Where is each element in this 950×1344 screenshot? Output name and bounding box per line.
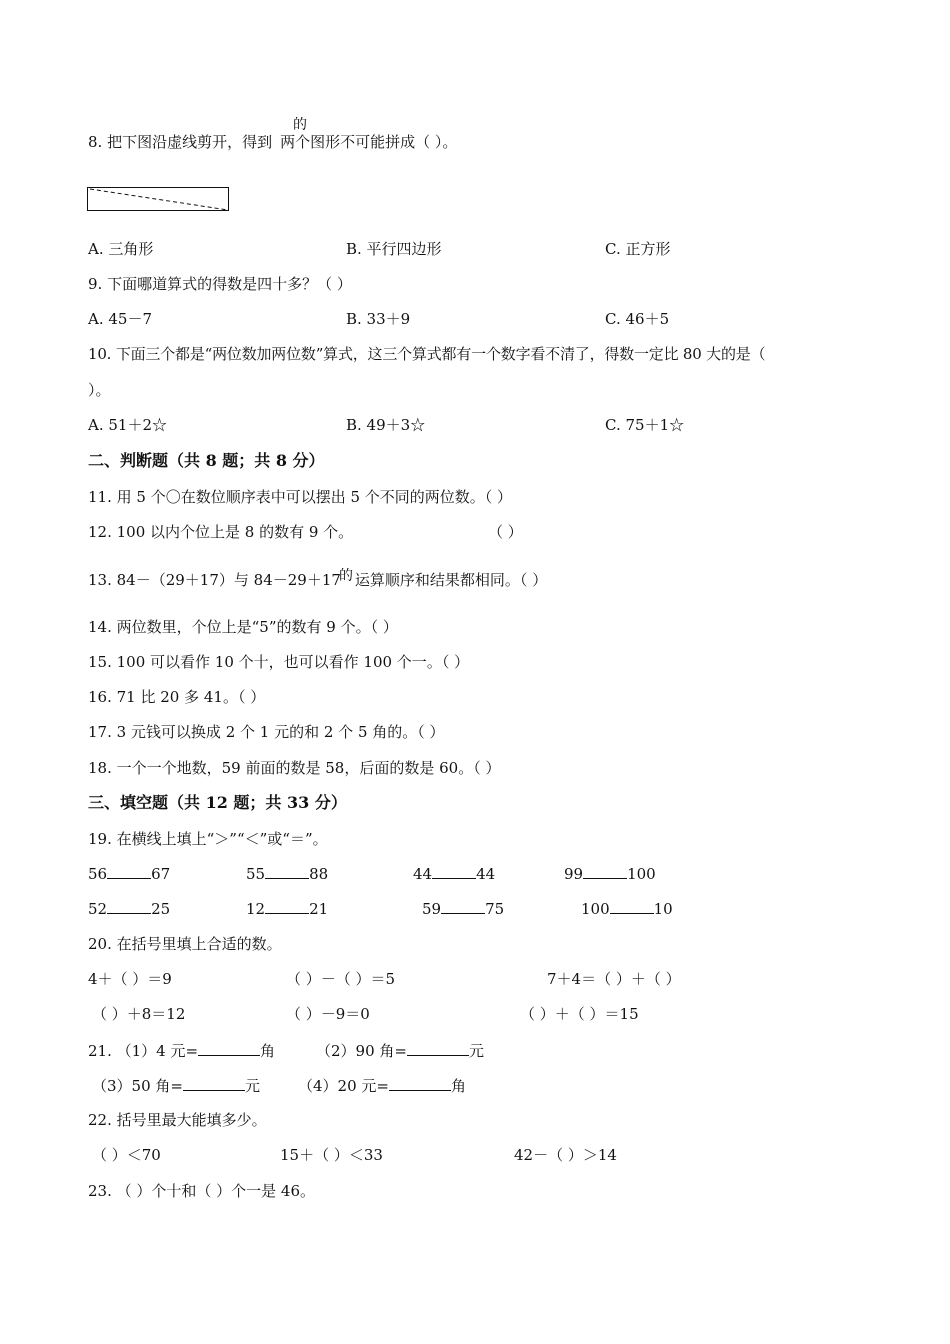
q19-r2-item2: 12 21 — [246, 900, 329, 918]
answer-blank[interactable] — [407, 1041, 469, 1056]
q19-r2-item4: 100 10 — [581, 900, 673, 918]
q21-item3: （3）50 角= 元 — [92, 1077, 260, 1095]
answer-blank[interactable] — [183, 1076, 245, 1091]
q19-r1-item1: 56 67 — [88, 865, 171, 883]
q21-item4: （4）20 元= 角 — [298, 1077, 466, 1095]
q20-stem: 20. 在括号里填上合适的数。 — [88, 935, 282, 953]
dashed-cut-line — [88, 188, 230, 212]
answer-blank[interactable] — [107, 864, 151, 879]
q10-option-b[interactable]: B. 49＋3☆ — [346, 416, 426, 434]
answer-blank[interactable] — [610, 899, 654, 914]
q22-stem: 22. 括号里最大能填多少。 — [88, 1111, 267, 1129]
q13-text-a: 13. 84－（29＋17）与 84－29＋17 — [88, 571, 341, 589]
q9-stem: 9. 下面哪道算式的得数是四十多？（ ） — [88, 275, 352, 293]
q19-r2-item1: 52 25 — [88, 900, 171, 918]
q9-option-c[interactable]: C. 46＋5 — [605, 310, 670, 328]
q15: 15. 100 可以看作 10 个十，也可以看作 100 个一。（ ） — [88, 653, 470, 671]
answer-blank[interactable] — [265, 864, 309, 879]
q10-stem-cont: ）。 — [88, 381, 111, 399]
q10-stem: 10. 下面三个都是“两位数加两位数”算式，这三个算式都有一个数字看不清了，得数一定比 80 大的是（ — [88, 345, 766, 363]
q19-r1-item2: 55 88 — [246, 865, 329, 883]
q21-item1: 21. （1）4 元= 角 — [88, 1042, 276, 1060]
q8-rectangle-figure — [87, 187, 229, 211]
q10-option-a[interactable]: A. 51＋2☆ — [88, 416, 167, 434]
section3-title: 三、填空题（共 12 题；共 33 分） — [88, 793, 347, 812]
q20-r2-item1[interactable]: （ ）＋8＝12 — [92, 1005, 186, 1023]
q10-option-c[interactable]: C. 75＋1☆ — [605, 416, 685, 434]
q8-option-c[interactable]: C. 正方形 — [605, 240, 671, 258]
answer-blank[interactable] — [441, 899, 485, 914]
q19-r1-item4: 99 100 — [564, 865, 656, 883]
q13-superscript: 的 — [339, 568, 353, 584]
answer-blank[interactable] — [389, 1076, 451, 1091]
q20-r1-item3[interactable]: 7＋4＝（ ）＋（ ） — [547, 970, 681, 988]
q20-r2-item3[interactable]: （ ）＋（ ）＝15 — [520, 1005, 639, 1023]
q12: 12. 100 以内个位上是 8 的数有 9 个。 — [88, 523, 354, 541]
q19-stem: 19. 在横线上填上“＞”“＜”或“＝”。 — [88, 830, 328, 848]
answer-blank[interactable] — [265, 899, 309, 914]
q11: 11. 用 5 个〇在数位顺序表中可以摆出 5 个不同的两位数。（ ） — [88, 488, 513, 506]
q20-r2-item2[interactable]: （ ）－9＝0 — [286, 1005, 370, 1023]
q20-r1-item2[interactable]: （ ）－（ ）＝5 — [286, 970, 396, 988]
q19-r2-item3: 59 75 — [422, 900, 505, 918]
q8-text-a: 8. 把下图沿虚线剪开，得到 — [88, 133, 273, 151]
q23-stem[interactable]: 23. （ ）个十和（ ）个一是 46。 — [88, 1182, 316, 1200]
q22-item3[interactable]: 42－（ ）＞14 — [514, 1146, 617, 1164]
section2-title: 二、判断题（共 8 题；共 8 分） — [88, 451, 325, 470]
q8-text-b: 两个图形不可能拼成（ ）。 — [280, 133, 458, 151]
q14: 14. 两位数里，个位上是“5”的数有 9 个。（ ） — [88, 618, 398, 636]
q17: 17. 3 元钱可以换成 2 个 1 元的和 2 个 5 角的。（ ） — [88, 723, 445, 741]
q20-r1-item1[interactable]: 4＋（ ）＝9 — [88, 970, 172, 988]
q12-answer-paren[interactable]: （ ） — [488, 523, 523, 541]
q8-option-a[interactable]: A. 三角形 — [88, 240, 154, 258]
q8-stem — [88, 132, 457, 152]
answer-blank[interactable] — [432, 864, 476, 879]
q16: 16. 71 比 20 多 41。（ ） — [88, 688, 266, 706]
q9-option-a[interactable]: A. 45－7 — [88, 310, 152, 328]
q21-item2: （2）90 角= 元 — [316, 1042, 484, 1060]
q22-item2[interactable]: 15＋（ ）＜33 — [280, 1146, 383, 1164]
q19-r1-item3: 44 44 — [413, 865, 496, 883]
q13-stem — [88, 570, 547, 590]
answer-blank[interactable] — [198, 1041, 260, 1056]
q8-superscript: 的 — [293, 117, 307, 133]
q8-option-b[interactable]: B. 平行四边形 — [346, 240, 442, 258]
answer-blank[interactable] — [107, 899, 151, 914]
q22-item1[interactable]: （ ）＜70 — [92, 1146, 161, 1164]
q13-text-b: 运算顺序和结果都相同。（ ） — [354, 571, 548, 589]
answer-blank[interactable] — [583, 864, 627, 879]
q18: 18. 一个一个地数，59 前面的数是 58，后面的数是 60。（ ） — [88, 759, 501, 777]
q9-option-b[interactable]: B. 33＋9 — [346, 310, 411, 328]
